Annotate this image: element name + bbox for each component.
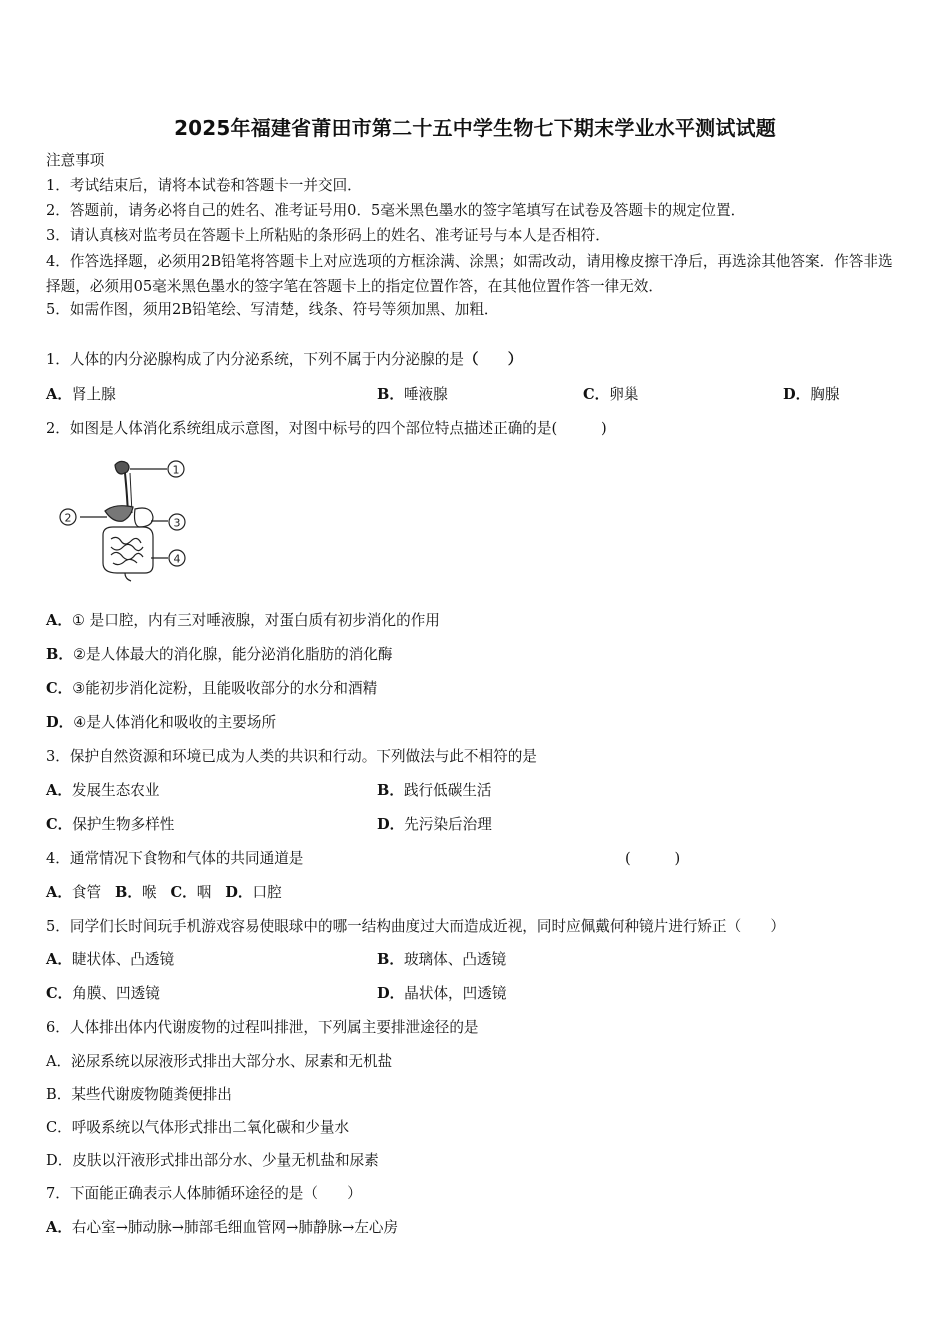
- q5-option-a: [46, 950, 174, 970]
- q2-option-c: [46, 679, 377, 699]
- q3-option-a: [46, 781, 160, 801]
- option-label: A．: [46, 884, 72, 901]
- notice-item-4: 4．作答选择题，必须用2B铅笔将答题卡上对应选项的方框涂满、涂黑；如需改动，请用橡皮擦干净后，再选涂其他答案．作答非选择题，必须用05毫米黑色墨水的签字笔在答题卡上的指定位置作答，在其他位置作答一律无效．: [46, 253, 893, 295]
- option-text: 口腔: [252, 884, 282, 901]
- option-label: B．: [46, 1086, 72, 1103]
- option-text: 保护生物多样性: [72, 816, 175, 833]
- question-2-stem: 2．如图是人体消化系统组成示意图，对图中标号的四个部位特点描述正确的是( ): [46, 420, 607, 437]
- notice-item-2: 2．答题前，请务必将自己的姓名、准考证号用0．5毫米黑色墨水的签字笔填写在试卷及答题卡的规定位置．: [46, 202, 746, 219]
- question-1-stem: [46, 350, 522, 370]
- q1-option-c: [583, 385, 638, 405]
- q1-option-b: [377, 385, 448, 405]
- question-3-stem: 3．保护自然资源和环境已成为人类的共识和行动。下列做法与此不相符的是: [46, 748, 537, 765]
- figure-label-1: 1: [172, 463, 180, 477]
- notice-item-3: 3．请认真核对监考员在答题卡上所粘贴的条形码上的姓名、准考证号与本人是否相符．: [46, 227, 610, 244]
- q1-option-a: [46, 385, 116, 405]
- option-label: B．: [115, 884, 142, 901]
- option-text: 先污染后治理: [404, 816, 492, 833]
- page-title: 2025年福建省莆田市第二十五中学生物七下期末学业水平测试试题: [174, 116, 776, 140]
- q2-option-d: [46, 713, 276, 733]
- option-label: A．: [46, 782, 72, 799]
- notice-heading: 注意事项: [46, 152, 105, 169]
- option-text: 唾液腺: [403, 386, 448, 403]
- option-label: C．: [46, 985, 73, 1002]
- answer-parentheses: （ ）: [463, 351, 523, 368]
- q6-option-b: [46, 1085, 232, 1105]
- question-7-stem: 7．下面能正确表示人体肺循环途径的是（ ）: [46, 1185, 362, 1202]
- option-label: B．: [377, 386, 404, 403]
- question-4-stem: 4．通常情况下食物和气体的共同通道是: [46, 850, 304, 867]
- q3-option-c: [46, 815, 174, 835]
- option-text: 发展生态农业: [71, 782, 160, 799]
- q1-option-d: [783, 385, 839, 405]
- option-label: B．: [377, 782, 404, 799]
- option-text: ②是人体最大的消化腺，能分泌消化脂肪的消化酶: [72, 646, 393, 663]
- option-text: 右心室→肺动脉→肺部毛细血管网→肺静脉→左心房: [71, 1219, 399, 1236]
- q7-option-a: [46, 1218, 398, 1238]
- option-text: 肾上腺: [71, 386, 116, 403]
- option-label: B．: [377, 951, 404, 968]
- option-label: A．: [46, 951, 72, 968]
- option-label: B．: [46, 646, 73, 663]
- option-text: ③能初步消化淀粉，且能吸收部分的水分和酒精: [72, 680, 378, 697]
- option-label: D．: [783, 386, 811, 403]
- option-text: 喉: [141, 884, 157, 901]
- q4-options-row: [46, 883, 282, 903]
- option-text: 睫状体、凸透镜: [71, 951, 175, 968]
- q5-option-b: [377, 950, 506, 970]
- notice-item-5: 5．如需作图，须用2B铅笔绘、写清楚，线条、符号等须加黑、加粗．: [46, 301, 499, 318]
- q5-option-c: [46, 984, 160, 1004]
- option-text: 晶状体，凹透镜: [404, 985, 507, 1002]
- option-label: A．: [46, 386, 72, 403]
- option-text: 角膜、凹透镜: [72, 985, 160, 1002]
- q6-option-d: [46, 1151, 379, 1171]
- option-label: D．: [377, 816, 405, 833]
- option-label: A．: [46, 1053, 72, 1070]
- q3-option-d: [377, 815, 492, 835]
- option-label: A．: [46, 1219, 72, 1236]
- q5-option-d: [377, 984, 506, 1004]
- option-text: 皮肤以汗液形式排出部分水、少量无机盐和尿素: [72, 1152, 379, 1169]
- question-6-stem: 6．人体排出体内代谢废物的过程叫排泄，下列属主要排泄途径的是: [46, 1019, 479, 1036]
- option-text: 卵巢: [609, 386, 639, 403]
- option-label: A．: [46, 612, 72, 629]
- option-text: 胸腺: [810, 386, 840, 403]
- option-text: ① 是口腔，内有三对唾液腺，对蛋白质有初步消化的作用: [71, 612, 440, 629]
- q6-option-a: [46, 1052, 392, 1072]
- option-text: ④是人体消化和吸收的主要场所: [73, 714, 277, 731]
- option-text: 践行低碳生活: [403, 782, 492, 799]
- option-text: 咽: [196, 884, 212, 901]
- figure-label-2: 2: [64, 511, 72, 525]
- option-text: 食管: [71, 884, 102, 901]
- question-4-parentheses: ( ): [625, 850, 681, 867]
- question-5-stem: 5．同学们长时间玩手机游戏容易使眼球中的哪一结构曲度过大而造成近视，同时应佩戴何种镜片进行矫正（ ）: [46, 918, 785, 935]
- q6-option-c: [46, 1118, 349, 1138]
- q2-option-b: [46, 645, 393, 665]
- option-text: 某些代谢废物随粪便排出: [71, 1086, 232, 1103]
- question-stem-text: 1．人体的内分泌腺构成了内分泌系统，下列不属于内分泌腺的是: [46, 351, 464, 368]
- option-text: 呼吸系统以气体形式排出二氧化碳和少量水: [71, 1119, 350, 1136]
- option-text: 泌尿系统以尿液形式排出大部分水、尿素和无机盐: [71, 1053, 393, 1070]
- option-label: D．: [46, 1152, 73, 1169]
- option-label: C．: [46, 816, 73, 833]
- option-label: C．: [46, 1119, 72, 1136]
- option-label: D．: [225, 884, 253, 901]
- option-label: D．: [46, 714, 74, 731]
- digestive-system-diagram: [55, 455, 200, 585]
- option-text: 玻璃体、凸透镜: [403, 951, 507, 968]
- option-label: C．: [46, 680, 73, 697]
- option-label: C．: [170, 884, 197, 901]
- figure-label-3: 3: [173, 516, 181, 530]
- option-label: D．: [377, 985, 405, 1002]
- figure-label-4: 4: [173, 552, 181, 566]
- q2-option-a: [46, 611, 440, 631]
- notice-item-1: 1．考试结束后，请将本试卷和答题卡一并交回．: [46, 177, 362, 194]
- q3-option-b: [377, 781, 492, 801]
- option-label: C．: [583, 386, 610, 403]
